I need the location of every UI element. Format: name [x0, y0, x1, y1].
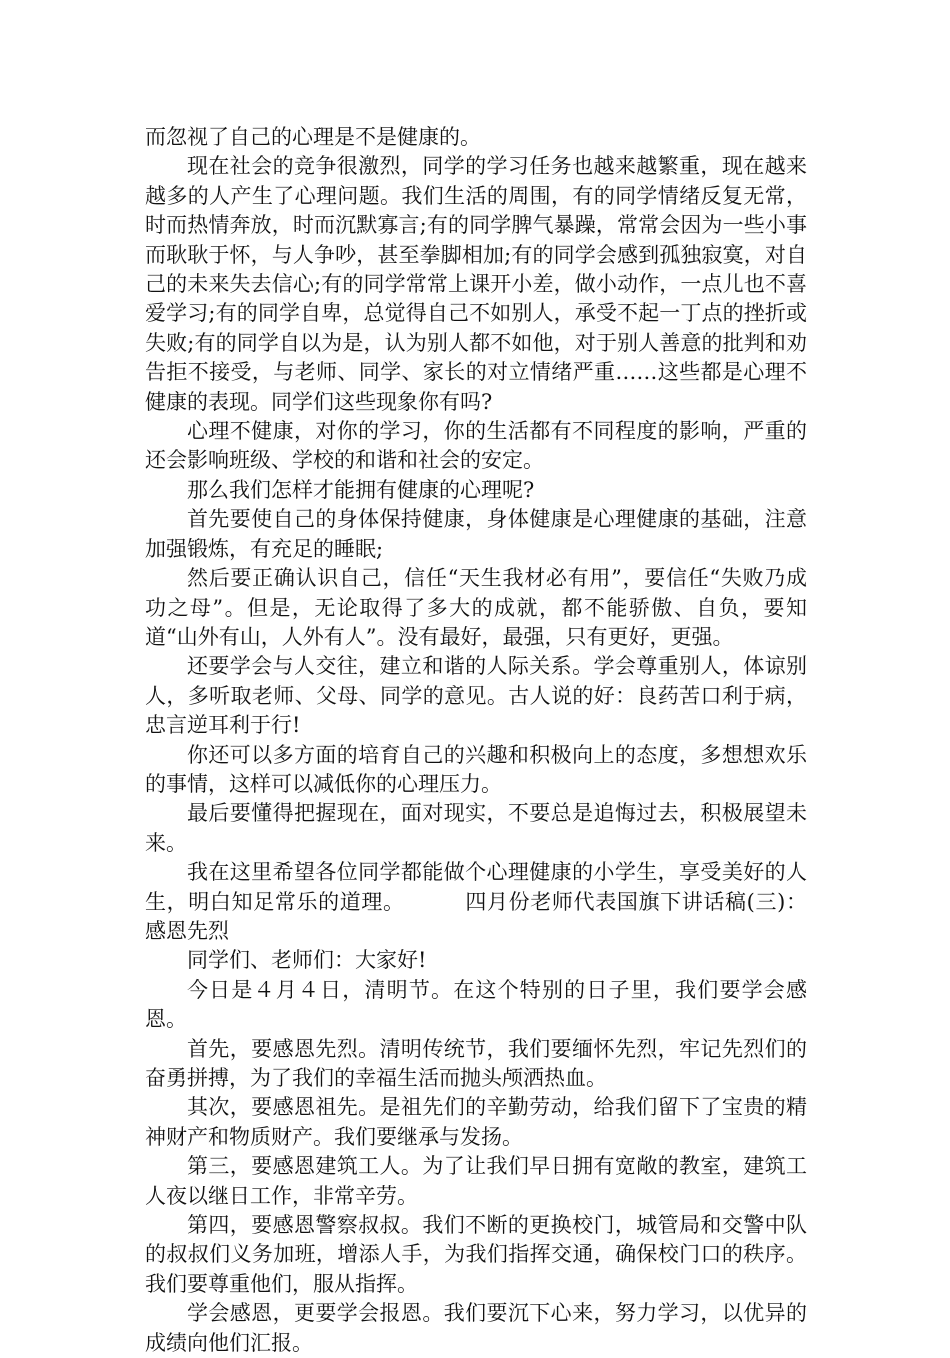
paragraph-15: 第三，要感恩建筑工人。为了让我们早日拥有宽敞的教室，建筑工人夜以继日工作，非常辛劳。	[145, 1154, 807, 1208]
paragraph-12: 今日是４月４日，清明节。在这个特别的日子里，我们要学会感恩。	[145, 977, 807, 1032]
paragraph-11: 同学们、老师们：大家好!	[187, 948, 427, 973]
paragraph-10-body: 我在这里希望各位同学都能做个心理健康的小学生，享受美好的人生，明白知足常乐的道理。	[145, 860, 807, 914]
paragraph-10	[145, 858, 807, 946]
paragraph-1: 而忽视了自己的心理是不是健康的。	[145, 125, 481, 149]
paragraph-14: 其次，要感恩祖先。是祖先们的辛勤劳动，给我们留下了宝贵的精神财产和物质财产。我们要继承与发扬。	[145, 1095, 807, 1149]
paragraph-9: 最后要懂得把握现在，面对现实，不要总是追悔过去，积极展望未来。	[145, 801, 807, 855]
paragraph-7: 还要学会与人交往，建立和谐的人际关系。学会尊重别人，体谅别人，多听取老师、父母、同学的意见。古人说的好：良药苦口利于病，忠言逆耳利于行!	[145, 654, 807, 738]
paragraph-17: 学会感恩，更要学会报恩。我们要沉下心来，努力学习，以优异的成绩向他们汇报。	[145, 1301, 807, 1355]
document-body	[145, 123, 807, 1358]
section-title: 四月份老师代表国旗下讲话稿(三)：感恩先烈	[145, 889, 807, 943]
paragraph-6: 然后要正确认识自己，信任“天生我材必有用”，要信任“失败乃成功之母”。但是，无论取得了多大的成就，都不能骄傲、自负，要知道“山外有山，人外有人”。没有最好，最强，只有更好，更强。	[145, 566, 807, 649]
paragraph-13: 首先，要感恩先烈。清明传统节，我们要缅怀先烈，牢记先烈们的奋勇拼搏，为了我们的幸福生活而抛头颅洒热血。	[145, 1036, 807, 1090]
paragraph-5: 首先要使自己的身体保持健康，身体健康是心理健康的基础，注意加强锻炼，有充足的睡眠;	[145, 507, 807, 561]
paragraph-4: 那么我们怎样才能拥有健康的心理呢?	[187, 477, 535, 502]
paragraph-3: 心理不健康，对你的学习，你的生活都有不同程度的影响，严重的还会影响班级、学校的和谐和社会的安定。	[145, 419, 807, 473]
paragraph-2: 现在社会的竞争很激烈，同学的学习任务也越来越繁重，现在越来越多的人产生了心理问题。我们生活的周围，有的同学情绪反复无常，时而热情奔放，时而沉默寡言;有的同学脾气暴躁，常常会因为一些小事而耿耿于怀，与人争吵，甚至拳脚相加;有的同学会感到孤独寂寞，对自己的未来失去信心;有的同学常常上课开小差，做小动作，一点儿也不喜爱学习;有的同学自卑，总觉得自己不如别人，承受不起一丁点的挫折或失败;有的同学自以为是，认为别人都不如他，对于别人善意的批判和劝告拒不接受，与老师、同学、家长的对立情绪严重……这些都是心理不健康的表现。同学们这些现象你有吗?	[145, 154, 807, 414]
paragraph-16: 第四，要感恩警察叔叔。我们不断的更换校门，城管局和交警中队的叔叔们义务加班，增添人手，为我们指挥交通，确保校门口的秩序。我们要尊重他们，服从指挥。	[145, 1213, 807, 1296]
paragraph-8: 你还可以多方面的培育自己的兴趣和积极向上的态度，多想想欢乐的事情，这样可以减低你的心理压力。	[145, 742, 807, 796]
